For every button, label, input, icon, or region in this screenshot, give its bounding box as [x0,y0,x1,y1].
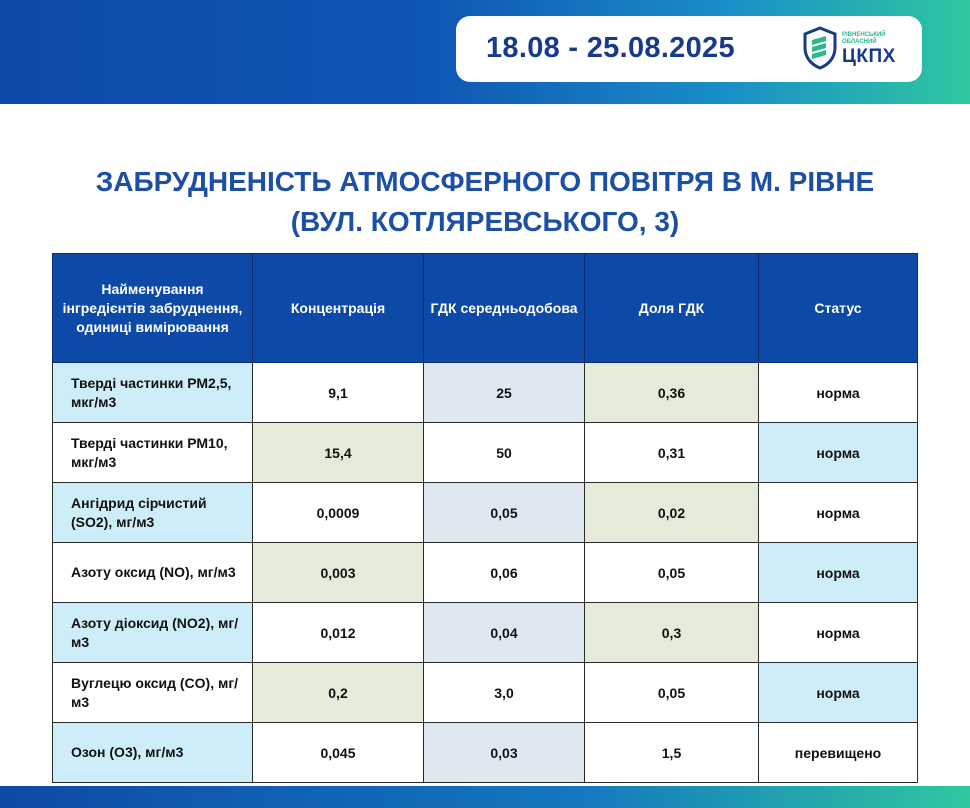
date-card [456,16,922,82]
logo-subtitle: РІВНЕНСЬКИЙ ОБЛАСНИЙ [842,32,886,45]
row-name: Ангідрид сірчистий (SO2), мг/м3 [53,483,253,543]
page-title [0,162,970,242]
page-title-line2: (ВУЛ. КОТЛЯРЕВСЬКОГО, 3) [290,206,680,237]
table-row [53,603,918,663]
row-share: 0,05 [585,543,759,603]
header-status: Статус [759,254,918,363]
row-status: норма [759,603,918,663]
footer-band [0,786,970,808]
header-share: Доля ГДК [585,254,759,363]
row-status-exceeded: перевищено [759,723,918,783]
pollution-table [52,253,918,783]
date-range: 18.08 - 25.08.2025 [486,32,735,64]
row-name: Азоту діоксид (NO2), мг/м3 [53,603,253,663]
shield-icon [802,26,838,70]
row-name: Вуглецю оксид (CO), мг/м3 [53,663,253,723]
table-row [53,423,918,483]
row-gdk: 50 [424,423,585,483]
row-gdk: 0,06 [424,543,585,603]
row-status: норма [759,363,918,423]
row-status: норма [759,663,918,723]
row-concentration: 9,1 [253,363,424,423]
row-gdk: 0,03 [424,723,585,783]
row-name: Азоту оксид (NO), мг/м3 [53,543,253,603]
row-concentration: 15,4 [253,423,424,483]
table-row [53,723,918,783]
row-share: 0,02 [585,483,759,543]
organization-logo [802,26,912,72]
row-name: Тверді частинки РМ2,5, мкг/м3 [53,363,253,423]
logo-title: ЦКПХ [842,46,896,67]
row-status: норма [759,483,918,543]
header-gdk: ГДК середньодобова [424,254,585,363]
table-row [53,363,918,423]
row-gdk: 0,04 [424,603,585,663]
table-row [53,663,918,723]
header-concentration: Концентрація [253,254,424,363]
row-share: 0,3 [585,603,759,663]
row-status: норма [759,543,918,603]
row-share: 1,5 [585,723,759,783]
row-concentration: 0,045 [253,723,424,783]
row-name: Тверді частинки РМ10, мкг/м3 [53,423,253,483]
row-share: 0,36 [585,363,759,423]
row-gdk: 25 [424,363,585,423]
row-gdk: 3,0 [424,663,585,723]
row-concentration: 0,012 [253,603,424,663]
header-ingredient: Найменування інгредієнтів забруднення, одиниці вимірювання [53,254,253,363]
row-share: 0,31 [585,423,759,483]
row-share: 0,05 [585,663,759,723]
row-concentration: 0,003 [253,543,424,603]
row-name: Озон (О3), мг/м3 [53,723,253,783]
table-row [53,543,918,603]
row-status: норма [759,423,918,483]
page-title-line1: ЗАБРУДНЕНІСТЬ АТМОСФЕРНОГО ПОВІТРЯ В М. РІВНЕ [95,166,875,197]
table-header-row [53,254,918,363]
row-concentration: 0,2 [253,663,424,723]
row-gdk: 0,05 [424,483,585,543]
table-row [53,483,918,543]
row-concentration: 0,0009 [253,483,424,543]
